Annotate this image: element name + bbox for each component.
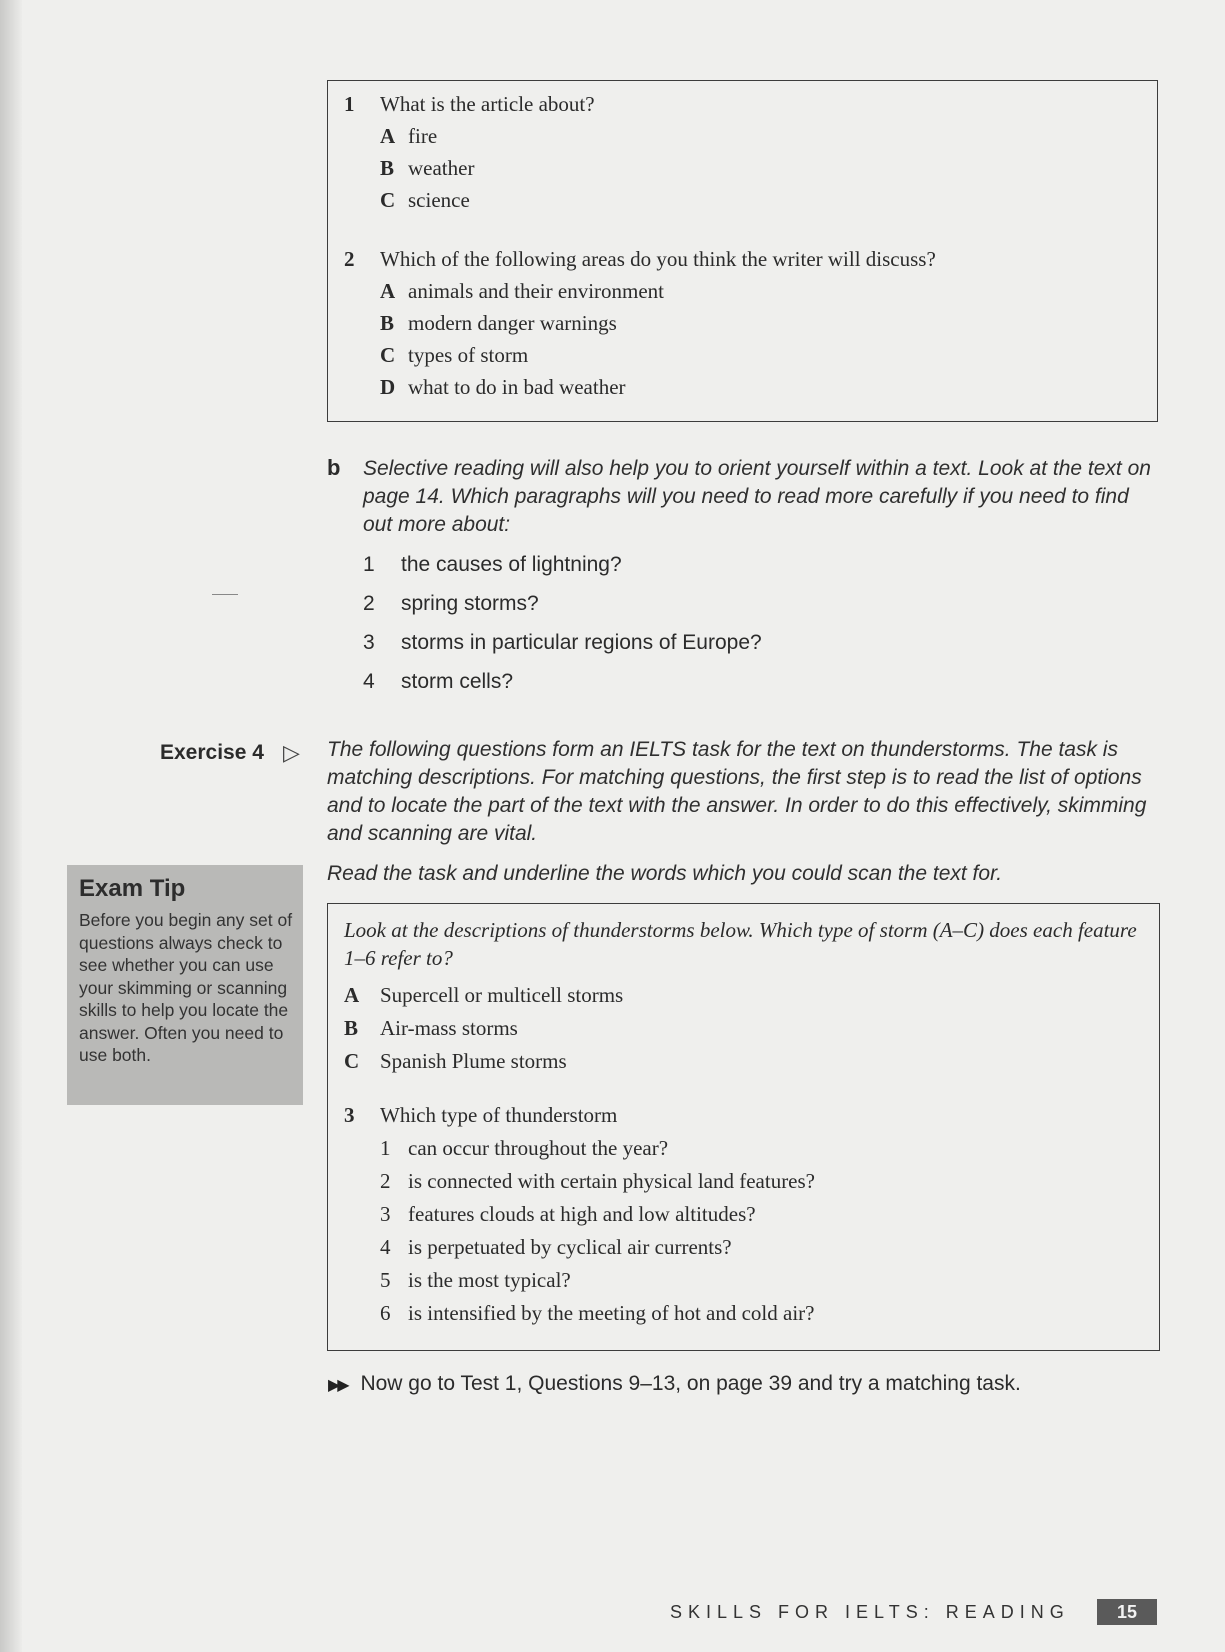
item-number: 6 <box>380 1301 391 1325</box>
page-binding-shadow <box>0 0 22 1652</box>
triangle-arrow-icon: ▷ <box>283 741 300 766</box>
option-letter: D <box>380 375 396 399</box>
item-number: 2 <box>363 592 375 615</box>
option-text: types of storm <box>408 343 529 367</box>
go-to-test-note <box>328 1372 1021 1396</box>
option-text: modern danger warnings <box>408 311 617 335</box>
margin-dash <box>212 594 238 595</box>
fast-forward-icon: ▶▶ <box>328 1375 347 1394</box>
option-letter: A <box>344 983 360 1007</box>
exercise-instruction: Read the task and underline the words which you could scan the text for. <box>327 862 1003 885</box>
item-text: is connected with certain physical land features? <box>408 1169 815 1193</box>
item-text: is the most typical? <box>408 1268 571 1292</box>
question-number: 1 <box>344 92 355 116</box>
option-text: science <box>408 188 470 212</box>
option-text: what to do in bad weather <box>408 375 626 399</box>
item-number: 2 <box>380 1169 391 1193</box>
page-number: 15 <box>1097 1599 1157 1625</box>
item-number: 4 <box>363 670 375 693</box>
option-text: animals and their environment <box>408 279 665 303</box>
section-b-label: b <box>327 455 341 480</box>
option-letter: A <box>380 124 396 148</box>
question-box-2 <box>327 903 1160 1351</box>
option-letter: C <box>380 188 396 212</box>
item-number: 4 <box>380 1235 391 1259</box>
option-text: weather <box>408 156 475 180</box>
exercise-label: Exercise 4 <box>160 741 264 764</box>
option-text: Air-mass storms <box>380 1016 518 1040</box>
option-letter: A <box>380 279 396 303</box>
option-letter: C <box>380 343 396 367</box>
question-text: What is the article about? <box>380 92 595 116</box>
exam-tip-body: Before you begin any set of questions always check to see whether you can use your skimming or scanning skills to help you locate the answer. Often you need to use both. <box>79 910 293 1065</box>
item-text: storms in particular regions of Europe? <box>401 631 762 654</box>
item-text: the causes of lightning? <box>401 553 622 576</box>
item-text: can occur throughout the year? <box>408 1136 669 1160</box>
exam-tip-box <box>67 865 303 1105</box>
question-text: Which type of thunderstorm <box>380 1103 618 1127</box>
exam-tip-title: Exam Tip <box>79 875 186 902</box>
option-text: Spanish Plume storms <box>380 1049 567 1073</box>
section-b-text: Selective reading will also help you to orient yourself within a text. Look at the text on page 14. Which paragraphs will you need to read more carefully if you need to find out more about: <box>363 457 1151 536</box>
option-letter: C <box>344 1049 360 1073</box>
question-text: Which of the following areas do you think the writer will discuss? <box>380 247 936 271</box>
item-number: 1 <box>363 553 375 576</box>
item-text: spring storms? <box>401 592 539 615</box>
item-text: features clouds at high and low altitudes? <box>408 1202 756 1226</box>
item-text: is intensified by the meeting of hot and cold air? <box>408 1301 815 1325</box>
option-text: fire <box>408 124 438 148</box>
question-number: 3 <box>344 1103 355 1127</box>
option-letter: B <box>380 156 395 180</box>
running-head: SKILLS FOR IELTS: READING <box>670 1602 1070 1622</box>
item-text: is perpetuated by cyclical air currents? <box>408 1235 732 1259</box>
exercise-text: The following questions form an IELTS task for the text on thunderstorms. The task is matching descriptions. For matching questions, the first step is to read the list of options and to locate the part of the text with the answer. In order to do this effectively, skimming and scanning are vital. <box>327 738 1147 845</box>
item-number: 1 <box>380 1136 391 1160</box>
question-box-1 <box>327 80 1158 422</box>
task-intro: Look at the descriptions of thunderstorms below. Which type of storm (A–C) does each feature 1–6 refer to? <box>344 918 1137 970</box>
question-number: 2 <box>344 247 355 271</box>
option-letter: B <box>380 311 395 335</box>
option-text: Supercell or multicell storms <box>380 983 624 1007</box>
item-number: 5 <box>380 1268 391 1292</box>
item-text: storm cells? <box>401 670 514 693</box>
go-to-test-text: Now go to Test 1, Questions 9–13, on page 39 and try a matching task. <box>360 1372 1021 1395</box>
item-number: 3 <box>363 631 375 654</box>
option-letter: B <box>344 1016 359 1040</box>
item-number: 3 <box>380 1202 391 1226</box>
